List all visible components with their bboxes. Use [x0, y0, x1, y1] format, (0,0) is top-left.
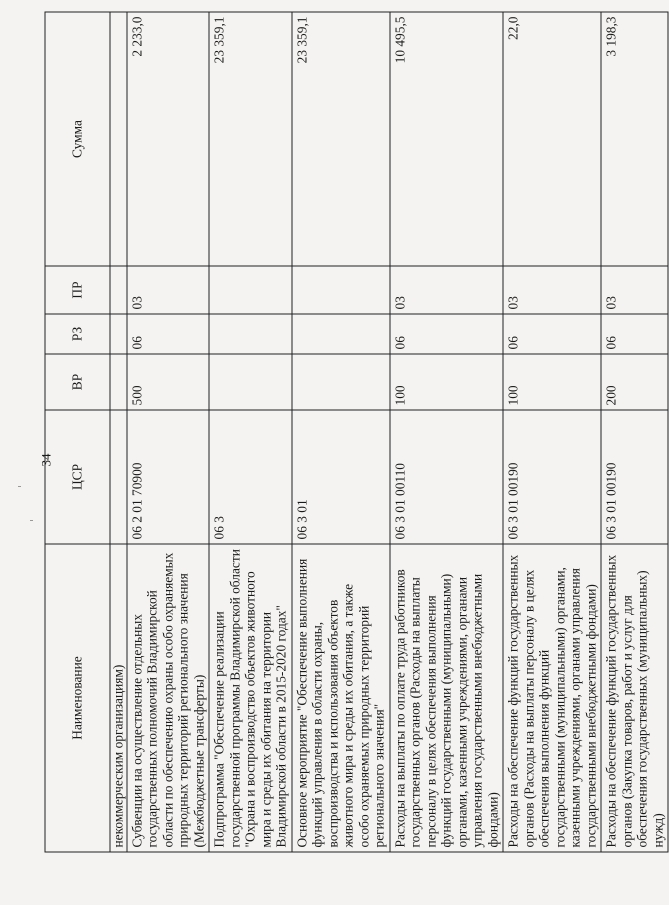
scan-speck	[30, 520, 33, 521]
table-row	[292, 12, 390, 852]
cell-pr	[209, 266, 292, 314]
table-row	[110, 12, 127, 852]
cell-sum: 22,0	[503, 12, 601, 266]
cell-pr: 03	[601, 266, 668, 314]
cell-csr	[110, 410, 127, 544]
cell-rz: 06	[127, 314, 210, 354]
cell-sum: 23 359,1	[292, 12, 390, 266]
table-row	[503, 12, 601, 852]
cell-rz: 06	[390, 314, 504, 354]
cell-vr: 200	[601, 354, 668, 410]
cell-rz: 06	[503, 314, 601, 354]
header-rz: РЗ	[45, 314, 110, 354]
header-name: Наименование	[45, 544, 110, 852]
table-row	[390, 12, 504, 852]
cell-vr	[209, 354, 292, 410]
cell-name: Основное мероприятие "Обеспечение выполнения функций управления в области охраны, воспроизводства и использования объектов животного мира и среды их обитания, а также особо охраняемых природных территорий регионального значения"	[292, 544, 390, 852]
table-row	[601, 12, 668, 852]
cell-rz: 06	[601, 314, 668, 354]
cell-vr: 500	[127, 354, 210, 410]
cell-csr: 06 3 01 00190	[503, 410, 601, 544]
cell-name: Субвенции на осуществление отдельных государственных полномочий Владимирской области по обеспечению охраны особо охраняемых природных территорий регионального значения (Межбюджетные трансферты)	[127, 544, 210, 852]
cell-csr: 06 3	[209, 410, 292, 544]
cell-pr	[110, 266, 127, 314]
cell-pr	[292, 266, 390, 314]
budget-table	[45, 12, 669, 853]
cell-sum: 10 495,5	[390, 12, 504, 266]
cell-pr: 03	[503, 266, 601, 314]
header-sum: Сумма	[45, 12, 110, 266]
cell-rz	[110, 314, 127, 354]
cell-csr: 06 2 01 70900	[127, 410, 210, 544]
header-csr: ЦСР	[45, 410, 110, 544]
table-header-row	[45, 12, 110, 852]
cell-name: Расходы на обеспечение функций государственных органов (Расходы на выплаты персоналу в целях обеспечения выполнения функций государственными (муниципальными) органами, казенными учреждениями, органами управления государственными внебюджетными фондами)	[503, 544, 601, 852]
cell-vr	[292, 354, 390, 410]
cell-name: Расходы на обеспечение функций государственных органов (Закупка товаров, работ и услуг для обеспечения государственных (муниципальных) нужд)	[601, 544, 668, 852]
page-number: 34	[38, 453, 54, 467]
cell-rz	[209, 314, 292, 354]
cell-sum: 2 233,0	[127, 12, 210, 266]
header-pr: ПР	[45, 266, 110, 314]
cell-name: некоммерческим организациям)	[110, 544, 127, 852]
cell-pr: 03	[127, 266, 210, 314]
cell-vr: 100	[390, 354, 504, 410]
cell-csr: 06 3 01 00110	[390, 410, 504, 544]
cell-name: Подпрограмма "Обеспечение реализации государственной программы Владимирской области "Охрана и воспроизводство объектов животного мира и среды их обитания на территории Владимирской области в 2015-2020 годах"	[209, 544, 292, 852]
cell-vr: 100	[503, 354, 601, 410]
header-vr: ВР	[45, 354, 110, 410]
cell-csr: 06 3 01	[292, 410, 390, 544]
cell-vr	[110, 354, 127, 410]
cell-sum: 23 359,1	[209, 12, 292, 266]
cell-pr: 03	[390, 266, 504, 314]
cell-sum: 3 198,3	[601, 12, 668, 266]
rotated-table-container	[45, 13, 665, 853]
cell-csr: 06 3 01 00190	[601, 410, 668, 544]
scan-speck	[18, 486, 21, 487]
table-row	[127, 12, 210, 852]
cell-sum	[110, 12, 127, 266]
cell-rz	[292, 314, 390, 354]
cell-name: Расходы на выплаты по оплате труда работников государственных органов (Расходы на выплаты персоналу в целях обеспечения выполнения функций государственными (муниципальными) органами, казенными учреждениями, органами управления государственными внебюджетными фондами)	[390, 544, 504, 852]
table-row	[209, 12, 292, 852]
